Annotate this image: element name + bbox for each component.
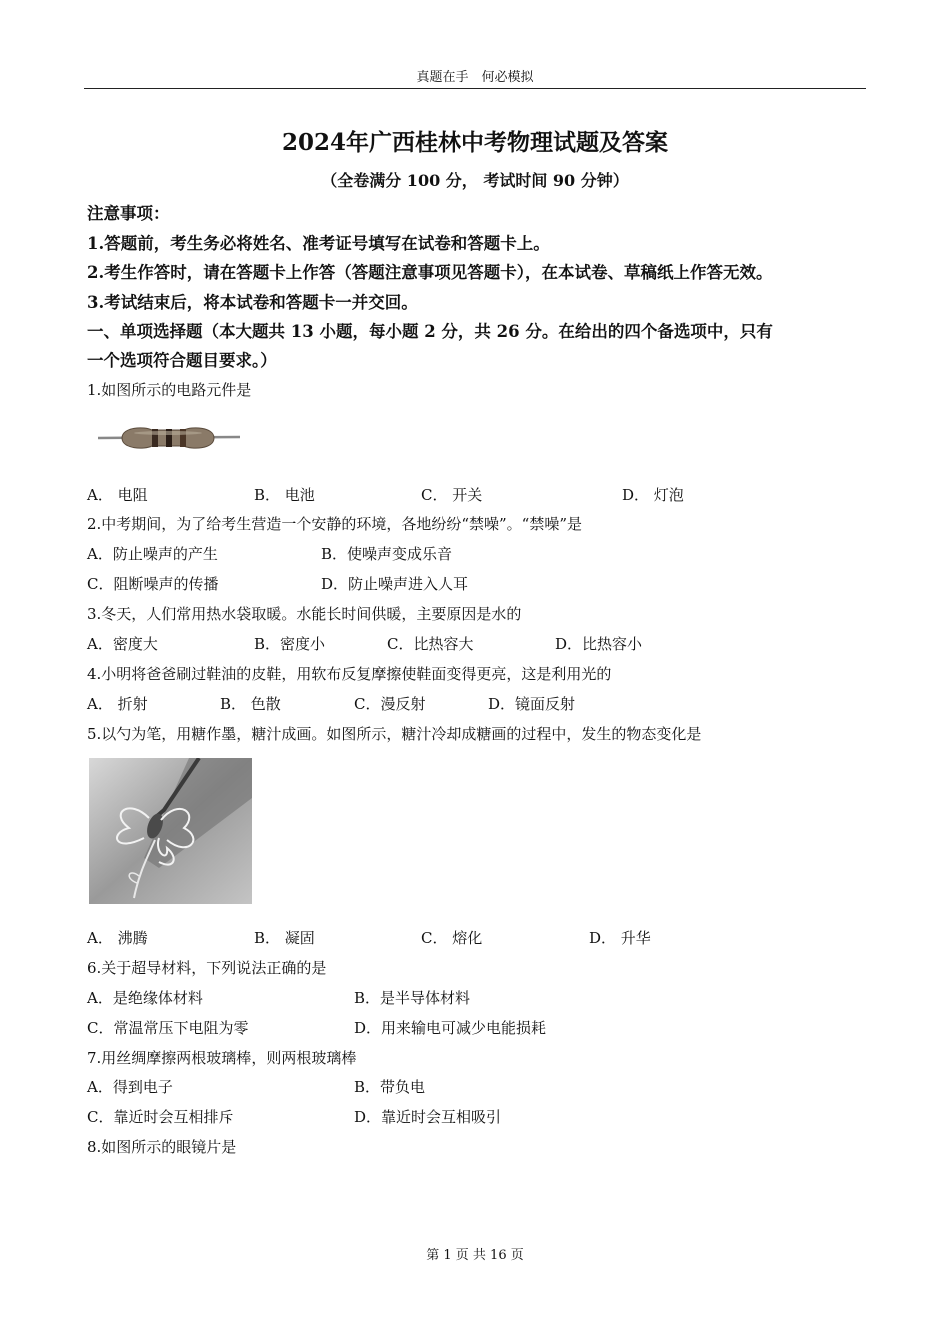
sugar-painting-image [89, 758, 252, 904]
question-6-stem: 6.关于超导材料，下列说法正确的是 [87, 959, 327, 977]
question-5-option-d: D． 升华 [589, 929, 651, 947]
question-2-option-b: B．使噪声变成乐音 [321, 545, 453, 563]
question-4-option-a: A． 折射 [87, 695, 148, 713]
question-3-option-d: D．比热容小 [555, 635, 643, 653]
section-heading-line-1: 一、单项选择题（本大题共 13 小题，每小题 2 分，共 26 分。在给出的四个备选项中，只有 [87, 322, 773, 341]
question-4-option-d: D．镜面反射 [488, 695, 576, 713]
question-5-option-b: B． 凝固 [254, 929, 315, 947]
notes-heading: 注意事项： [87, 204, 170, 223]
question-5-option-a: A． 沸腾 [87, 929, 148, 947]
page-footer: 第 1 页 共 16 页 [426, 1248, 524, 1263]
question-3-option-c: C．比热容大 [387, 635, 474, 653]
note-item-3: 3.考试结束后，将本试卷和答题卡一并交回。 [87, 293, 418, 312]
exam-title: 2024年广西桂林中考物理试题及答案 [281, 129, 668, 156]
question-6-option-a: A．是绝缘体材料 [87, 989, 203, 1007]
page-header: 真题在手 何必模拟 [416, 70, 534, 85]
question-1-option-a: A． 电阻 [87, 486, 148, 504]
question-6-option-d: D．用来输电可减少电能损耗 [354, 1019, 547, 1037]
question-4-option-b: B． 色散 [220, 695, 281, 713]
question-1-option-b: B． 电池 [254, 486, 315, 504]
question-7-option-c: C．靠近时会互相排斥 [87, 1108, 234, 1126]
question-7-option-a: A．得到电子 [87, 1078, 173, 1096]
question-5-option-c: C． 熔化 [421, 929, 483, 947]
question-3-stem: 3.冬天，人们常用热水袋取暖。水能长时间供暖，主要原因是水的 [87, 605, 522, 623]
question-7-option-d: D．靠近时会互相吸引 [354, 1108, 502, 1126]
question-3-option-b: B．密度小 [254, 635, 326, 653]
question-6-option-b: B．是半导体材料 [354, 989, 471, 1007]
question-1-option-c: C． 开关 [421, 486, 483, 504]
question-2-option-a: A．防止噪声的产生 [87, 545, 218, 563]
section-heading-line-2: 一个选项符合题目要求。） [87, 351, 277, 370]
question-4-stem: 4.小明将爸爸刷过鞋油的皮鞋，用软布反复摩擦使鞋面变得更亮，这是利用光的 [87, 665, 612, 683]
question-2-option-c: C．阻断噪声的传播 [87, 575, 219, 593]
question-8-stem: 8.如图所示的眼镜片是 [87, 1138, 237, 1156]
question-2-option-d: D．防止噪声进入人耳 [321, 575, 469, 593]
question-5-stem: 5.以勺为笔，用糖作墨，糖汁成画。如图所示，糖汁冷却成糖画的过程中，发生的物态变化是 [87, 725, 702, 743]
question-6-option-c: C．常温常压下电阻为零 [87, 1019, 249, 1037]
note-item-1: 1.答题前，考生务必将姓名、准考证号填写在试卷和答题卡上。 [87, 234, 550, 253]
header-divider [84, 88, 866, 89]
note-item-2: 2.考生作答时，请在答题卡上作答（答题注意事项见答题卡），在本试卷、草稿纸上作答无效。 [87, 263, 773, 282]
question-7-option-b: B．带负电 [354, 1078, 426, 1096]
question-1-stem: 1.如图所示的电路元件是 [87, 381, 252, 399]
question-4-option-c: C．漫反射 [354, 695, 426, 713]
resistor-image [96, 418, 242, 456]
question-2-stem: 2.中考期间，为了给考生营造一个安静的环境，各地纷纷“禁噪”。“禁噪”是 [87, 515, 582, 533]
question-7-stem: 7.用丝绸摩擦两根玻璃棒，则两根玻璃棒 [87, 1049, 357, 1067]
question-3-option-a: A．密度大 [87, 635, 158, 653]
exam-subtitle: （全卷满分 100 分， 考试时间 90 分钟） [321, 171, 629, 190]
question-1-option-d: D． 灯泡 [622, 486, 684, 504]
